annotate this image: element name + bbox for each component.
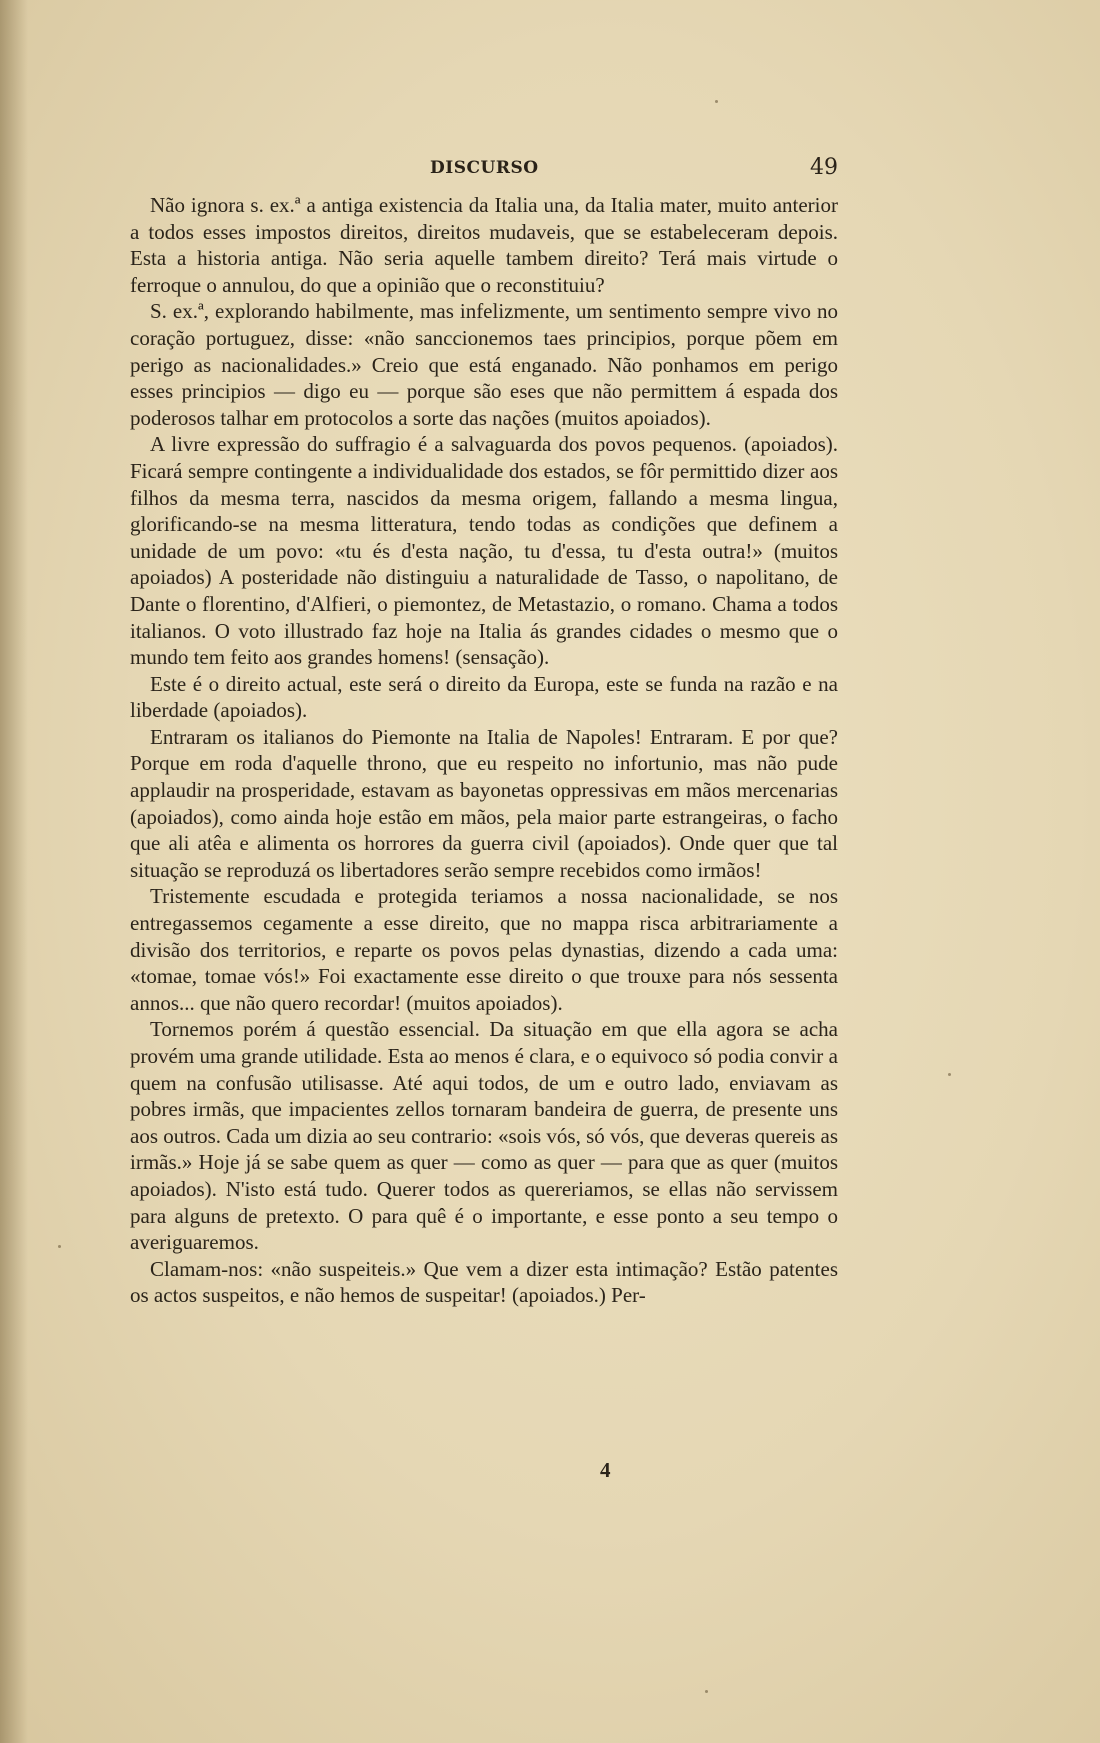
paper-speck bbox=[715, 100, 718, 103]
running-head: DISCURSO bbox=[430, 158, 539, 178]
paragraph: Entraram os italianos do Piemonte na Italia de Napoles! Entraram. E por que? Porque em roda d'aquelle throno, que eu respeito no infortunio, mas não pude applaudir na prosperidade, estavam as bayonetas oppressivas em mãos mercenarias (apoiados), como ainda hoje estão em mãos, pela maior parte estrangeiras, o facho que ali atêa e alimenta os horrores da guerra civil (apoiados). Onde quer que tal situação se reproduzá os libertadores serão sempre recebidos como irmãos! bbox=[130, 724, 838, 882]
paragraph: Clamam-nos: «não suspeiteis.» Que vem a dizer esta intimação? Estão patentes os actos suspeitos, e não hemos de suspeitar! (apoiados.) Per- bbox=[130, 1256, 838, 1308]
paragraph: Tornemos porém á questão essencial. Da situação em que ella agora se acha provém uma grande utilidade. Esta ao menos é clara, e o equivoco só podia convir a quem na confusão utilisasse. Até aqui todos, de um e outro lado, enviavam as pobres irmãs, que impacientes zellos tornaram bandeira de guerra, de presente uns aos outros. Cada um dizia ao seu contrario: «sois vós, só vós, que deveras quereis as irmãs.» Hoje já se sabe quem as quer — como as quer — para que as quer (muitos apoiados). N'isto está tudo. Querer todos as quereriamos, se ellas não servissem para alguns de pretexto. O para quê é o importante, e esse ponto a seu tempo o averiguaremos. bbox=[130, 1017, 839, 1255]
paragraph: Não ignora s. ex.ª a antiga existencia da Italia una, da Italia mater, muito anterior a todos esses impostos direitos, direitos mudaveis, que se estabeleceram depois. Esta a historia antiga. Não seria aquelle tambem direito? Terá mais virtude o ferroque o annulou, do que a opinião que o reconstituiu? bbox=[130, 193, 838, 297]
paper-speck bbox=[58, 1245, 61, 1248]
paragraph: Tristemente escudada e protegida teriamos a nossa nacionalidade, se nos entregassemos cegamente a esse direito, que no mappa risca arbitrariamente a divisão dos territorios, e reparte os povos pelas dynastias, dizendo a cada uma: «tomae, tomae vós!» Foi exactamente esse direito o que trouxe para nós sessenta annos... que não quero recordar! (muitos apoiados). bbox=[130, 884, 838, 1015]
paragraph: A livre expressão do suffragio é a salvaguarda dos povos pequenos. (apoiados). Ficará sempre contingente a individualidade dos estados, se fôr permittido dizer aos filhos da mesma terra, nascidos da mesma origem, fallando a mesma lingua, glorificando-se na mesma litteratura, tendo todas as condições que definem a unidade de um povo: «tu és d'esta nação, tu d'essa, tu d'esta outra!» (muitos apoiados) A posteridade não distinguiu a naturalidade de Tasso, o napolitano, de Dante o florentino, d'Alfieri, o piemontez, de Metastazio, o romano. Chama a todos italianos. O voto illustrado faz hoje na Italia ás grandes cidades o mesmo que o mundo tem feito aos grandes homens! (sensação). bbox=[130, 432, 838, 670]
paragraph: S. ex.ª, explorando habilmente, mas infelizmente, um sentimento sempre vivo no coração portuguez, disse: «não sanccionemos taes principios, porque põem em perigo as nacionalidades.» Creio que está enganado. Não ponhamos em perigo esses principios — digo eu — porque são eses que não permittem á espada dos poderosos talhar em protocolos a sorte das nações (muitos apoiados). bbox=[130, 299, 838, 430]
paragraph: Este é o direito actual, este será o direito da Europa, este se funda na razão e na liberdade (apoiados). bbox=[130, 671, 838, 723]
paper-speck bbox=[948, 1073, 951, 1076]
page-number: 49 bbox=[810, 155, 838, 180]
page-header bbox=[130, 155, 838, 185]
signature-mark: 4 bbox=[600, 1458, 611, 1482]
paper-speck bbox=[705, 1690, 708, 1693]
body-text bbox=[130, 192, 838, 1309]
